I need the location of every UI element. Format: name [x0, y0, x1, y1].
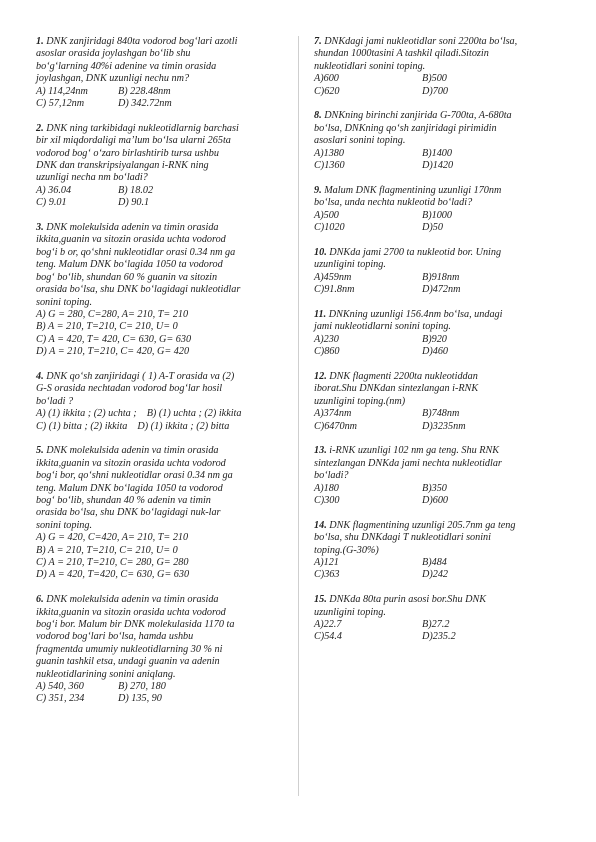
- question-block: [314, 594, 566, 644]
- question-number: 4.: [36, 370, 44, 382]
- answer-row: [314, 148, 566, 160]
- answer-row: [314, 222, 566, 234]
- question-body: DNKning birinchi zanjirida G-700ta, A-680ta bo‘lsa, DNKning qo‘sh zanjiridagi pirimidin asoslari sonini toping.: [314, 110, 512, 147]
- answer-row: [314, 483, 566, 495]
- question-number: 14.: [314, 519, 327, 531]
- answer-option: D) 135, 90: [118, 693, 162, 705]
- answer-row: [36, 321, 286, 333]
- answer-row: [36, 309, 286, 321]
- question-body: DNKda 80ta purin asosi bor.Shu DNK uzunligini toping.: [314, 594, 487, 618]
- answer-option: C)54.4: [314, 631, 343, 643]
- question-number: 6.: [36, 594, 44, 606]
- question-number: 11.: [314, 308, 327, 320]
- answer-options: [314, 210, 566, 235]
- answer-options: [314, 557, 566, 582]
- answer-option: C) 9.01: [36, 197, 67, 209]
- question-block: [36, 222, 286, 358]
- answer-option: B)920: [422, 333, 447, 345]
- answer-options: [314, 408, 566, 433]
- answer-option: D) 342.72nm: [118, 98, 172, 110]
- answer-option: B)918nm: [422, 271, 460, 283]
- question-body: DNK molekulsida adenin va timin orasida ikkita,guanin va sitozin orasida uchta vodorod bog‘i bor. Malum bir DNK molekulasida 1170 ta vodorod bog‘lari bo‘lsa, hamda ushbu fragmentda umumiy nukleotidlarning 30 % ni guanin tashkil etsa, undagi guanin va adenin nukleotidlarining sonini aniqlang.: [36, 594, 235, 680]
- question-body: DNK molekulsida adenin va timin orasida ikkita,guanin va sitozin orasida uchta vodorod bog‘i bor, qo‘shni nukleotidlar orasi 0.34 nm ga teng. Malum DNK bo‘lagida 1050 ta vodorod bog‘ bo‘lib, shundan 40 % adenin va timin orasida bo‘lsa, shu DNK bo‘lagidagi nuk-lar sonini toping.: [36, 445, 233, 531]
- question-text: [36, 594, 286, 681]
- answer-options: [36, 86, 286, 111]
- column-divider: [298, 36, 299, 796]
- question-text: [314, 594, 566, 619]
- answer-option: C) A = 420, T= 420, C= 630, G= 630: [36, 333, 192, 345]
- answer-row: [36, 693, 286, 705]
- answer-option: C) (1) bitta ; (2) ikkita: [36, 420, 128, 432]
- answer-option: A)121: [314, 556, 339, 568]
- answer-option: D)472nm: [422, 284, 461, 296]
- question-block: [314, 247, 566, 297]
- answer-option: B) A = 210, T=210, C= 210, U= 0: [36, 544, 178, 556]
- question-text: [314, 309, 566, 334]
- answer-row: [314, 284, 566, 296]
- question-body: i-RNK uzunligi 102 nm ga teng. Shu RNK sintezlangan DNKda jami nechta nukleotidlar bo‘ladi?: [314, 445, 502, 482]
- answer-options: [36, 681, 286, 706]
- question-body: DNK qo‘sh zanjiridagi ( 1) A-T orasida va (2) G-S orasida nechtadan vodorod bog‘lar hosil bo‘ladi ?: [36, 370, 235, 407]
- question-text: [314, 445, 566, 482]
- question-number: 10.: [314, 246, 327, 258]
- answer-option: A) G = 280, C=280, A= 210, T= 210: [36, 308, 189, 320]
- question-block: [314, 445, 566, 507]
- answer-row: [314, 160, 566, 172]
- answer-option: B)350: [422, 482, 447, 494]
- answer-option: C)363: [314, 569, 340, 581]
- answer-option: B)484: [422, 556, 447, 568]
- answer-option: C) 351, 234: [36, 693, 85, 705]
- answer-option: B)27.2: [422, 618, 450, 630]
- answer-row: [36, 569, 286, 581]
- answer-option: D) A = 420, T=420, C= 630, G= 630: [36, 569, 190, 581]
- question-number: 12.: [314, 370, 327, 382]
- answer-row: [314, 631, 566, 643]
- answer-row: [36, 86, 286, 98]
- answer-option: C)860: [314, 346, 340, 358]
- question-block: [36, 371, 286, 433]
- answer-row: [36, 681, 286, 693]
- question-block: [314, 185, 566, 235]
- answer-row: [314, 334, 566, 346]
- question-block: [314, 36, 566, 98]
- answer-option: C)620: [314, 85, 340, 97]
- answer-option: C)6470nm: [314, 420, 358, 432]
- answer-option: A) 114,24nm: [36, 85, 88, 97]
- question-text: [314, 247, 566, 272]
- answer-row: [36, 532, 286, 544]
- answer-option: C) A = 210, T=210, C= 280, G= 280: [36, 557, 189, 568]
- answer-row: [36, 334, 286, 346]
- answer-options: [314, 334, 566, 359]
- answer-row: [36, 408, 286, 420]
- answer-option: B)1000: [422, 209, 452, 221]
- question-text: [36, 36, 286, 86]
- answer-row: [314, 73, 566, 85]
- answer-row: [314, 408, 566, 420]
- answer-row: [314, 495, 566, 507]
- answer-row: [314, 86, 566, 98]
- question-body: DNK flagmenti 2200ta nukleotiddan iborat.Shu DNKdan sintezlangan i-RNK uzunligini toping.(nm): [314, 370, 479, 407]
- question-block: [36, 123, 286, 210]
- answer-option: B) 18.02: [118, 184, 154, 196]
- question-number: 3.: [36, 222, 44, 234]
- question-number: 2.: [36, 122, 44, 134]
- answer-option: C) 57,12nm: [36, 98, 85, 110]
- question-number: 9.: [314, 184, 322, 196]
- answer-option: D)242: [422, 569, 449, 581]
- answer-row: [36, 346, 286, 358]
- question-body: DNK flagmentining uzunligi 205.7nm ga teng bo‘lsa, shu DNKdagi T nukleotidlari sonini toping.(G-30%): [314, 519, 516, 556]
- answer-option: A)374nm: [314, 408, 352, 420]
- answer-option: D)600: [422, 494, 449, 506]
- question-number: 13.: [314, 445, 327, 457]
- question-number: 8.: [314, 110, 322, 122]
- answer-option: C)1020: [314, 222, 345, 234]
- answer-option: B)1400: [422, 147, 452, 159]
- answer-option: B) A = 210, T=210, C= 210, U= 0: [36, 321, 178, 333]
- question-text: [314, 520, 566, 557]
- answer-option: C)91.8nm: [314, 284, 355, 296]
- answer-option: C)1360: [314, 160, 345, 172]
- answer-options: [314, 619, 566, 644]
- question-text: [314, 371, 566, 408]
- answer-option: D)1420: [422, 160, 454, 172]
- answer-option: A)1380: [314, 147, 344, 159]
- question-block: [314, 309, 566, 359]
- right-column: [314, 36, 566, 656]
- answer-options: [36, 532, 286, 582]
- answer-option: A)500: [314, 209, 339, 221]
- answer-options: [36, 408, 286, 433]
- answer-row: [314, 346, 566, 358]
- answer-row: [314, 619, 566, 631]
- question-text: [36, 371, 286, 408]
- answer-options: [36, 185, 286, 210]
- question-text: [314, 36, 566, 73]
- answer-option: B) (1) uchta ; (2) ikkita: [146, 408, 242, 420]
- answer-options: [314, 148, 566, 173]
- question-body: DNK zanjiridagi 840ta vodorod bog‘lari azotli asoslar orasida joylashgan bo‘lib shu bo‘g‘larning 40%i adenine va timin orasida joylashgan, DNK uzunligi nechu nm?: [36, 36, 238, 85]
- answer-options: [314, 483, 566, 508]
- answer-option: C)300: [314, 494, 340, 506]
- answer-option: D)3235nm: [422, 420, 466, 432]
- answer-option: D) 90.1: [118, 197, 150, 209]
- answer-row: [36, 197, 286, 209]
- answer-option: D)460: [422, 346, 449, 358]
- question-block: [36, 36, 286, 110]
- answer-options: [36, 309, 286, 359]
- question-body: DNK ning tarkibidagi nukleotidlarnig barchasi bir xil miqdordaligi ma’lum bo‘lsa ularni 265ta vodorod bog‘ o‘zaro birlashtirib tursa ushbu DNK dan transkripsiyalangan i-RNK ning uzunligi necha nm bo‘ladi?: [36, 122, 239, 184]
- question-number: 15.: [314, 594, 327, 606]
- answer-options: [314, 272, 566, 297]
- answer-option: A) 540, 360: [36, 681, 84, 693]
- answer-option: D) (1) ikkita ; (2) bitta: [137, 420, 230, 432]
- question-body: DNKdagi jami nukleotidlar soni 2200ta bo‘lsa, shundan 1000tasini A tashkil qiladi.Sitozin nukleotidlari sonini toping.: [314, 36, 518, 72]
- answer-option: A) G = 420, C=420, A= 210, T= 210: [36, 532, 189, 544]
- question-text: [314, 185, 566, 210]
- answer-option: D)235.2: [422, 631, 456, 643]
- question-body: DNKda jami 2700 ta nukleotid bor. Uning uzunligini toping.: [314, 246, 502, 271]
- answer-row: [36, 421, 286, 433]
- answer-row: [314, 557, 566, 569]
- answer-option: D)50: [422, 222, 443, 234]
- question-number: 1.: [36, 36, 44, 47]
- question-text: [36, 222, 286, 309]
- question-text: [314, 110, 566, 147]
- answer-row: [36, 557, 286, 569]
- answer-options: [314, 73, 566, 98]
- answer-row: [314, 210, 566, 222]
- question-number: 7.: [314, 36, 322, 47]
- question-body: DNK molekulsida adenin va timin orasida ikkita,guanin va sitozin orasida uchta vodorod bog‘i b or, qo‘shni nukleotidlar orasi 0.34 nm ga teng. Malum DNK bo‘lagida 1050 ta vodorod bog‘ bo‘lib, shundan 60 % guanin va sitozin orasida bo‘lsa, shu DNK bo‘lagidagi nukleotidlar sonini toping.: [36, 222, 241, 308]
- question-block: [314, 110, 566, 172]
- question-body: Malum DNK flagmentining uzunligi 170nm bo‘lsa, unda nechta nukleotid bo‘ladi?: [314, 184, 502, 209]
- answer-option: A) (1) ikkita ; (2) uchta ;: [36, 408, 137, 420]
- answer-row: [36, 185, 286, 197]
- answer-option: D) A = 210, T=210, C= 420, G= 420: [36, 346, 190, 358]
- answer-option: A)230: [314, 333, 339, 345]
- answer-row: [36, 545, 286, 557]
- left-column: [36, 36, 286, 718]
- question-body: DNKning uzunligi 156.4nm bo‘lsa, undagi jami nukleotidlarni sonini toping.: [314, 308, 503, 333]
- question-block: [36, 445, 286, 581]
- answer-option: A)180: [314, 482, 339, 494]
- answer-option: A) 36.04: [36, 184, 72, 196]
- answer-option: A)22.7: [314, 618, 342, 630]
- answer-row: [314, 569, 566, 581]
- answer-option: B)500: [422, 73, 447, 85]
- answer-row: [314, 421, 566, 433]
- answer-option: B)748nm: [422, 408, 460, 420]
- answer-option: D)700: [422, 85, 449, 97]
- question-block: [314, 371, 566, 433]
- question-block: [314, 520, 566, 582]
- answer-row: [36, 98, 286, 110]
- answer-option: A)459nm: [314, 271, 352, 283]
- answer-option: B) 228.48nm: [118, 85, 171, 97]
- question-text: [36, 445, 286, 532]
- question-number: 5.: [36, 445, 44, 457]
- question-block: [36, 594, 286, 706]
- answer-option: A)600: [314, 73, 339, 85]
- answer-row: [314, 272, 566, 284]
- answer-option: B) 270, 180: [118, 681, 166, 693]
- question-text: [36, 123, 286, 185]
